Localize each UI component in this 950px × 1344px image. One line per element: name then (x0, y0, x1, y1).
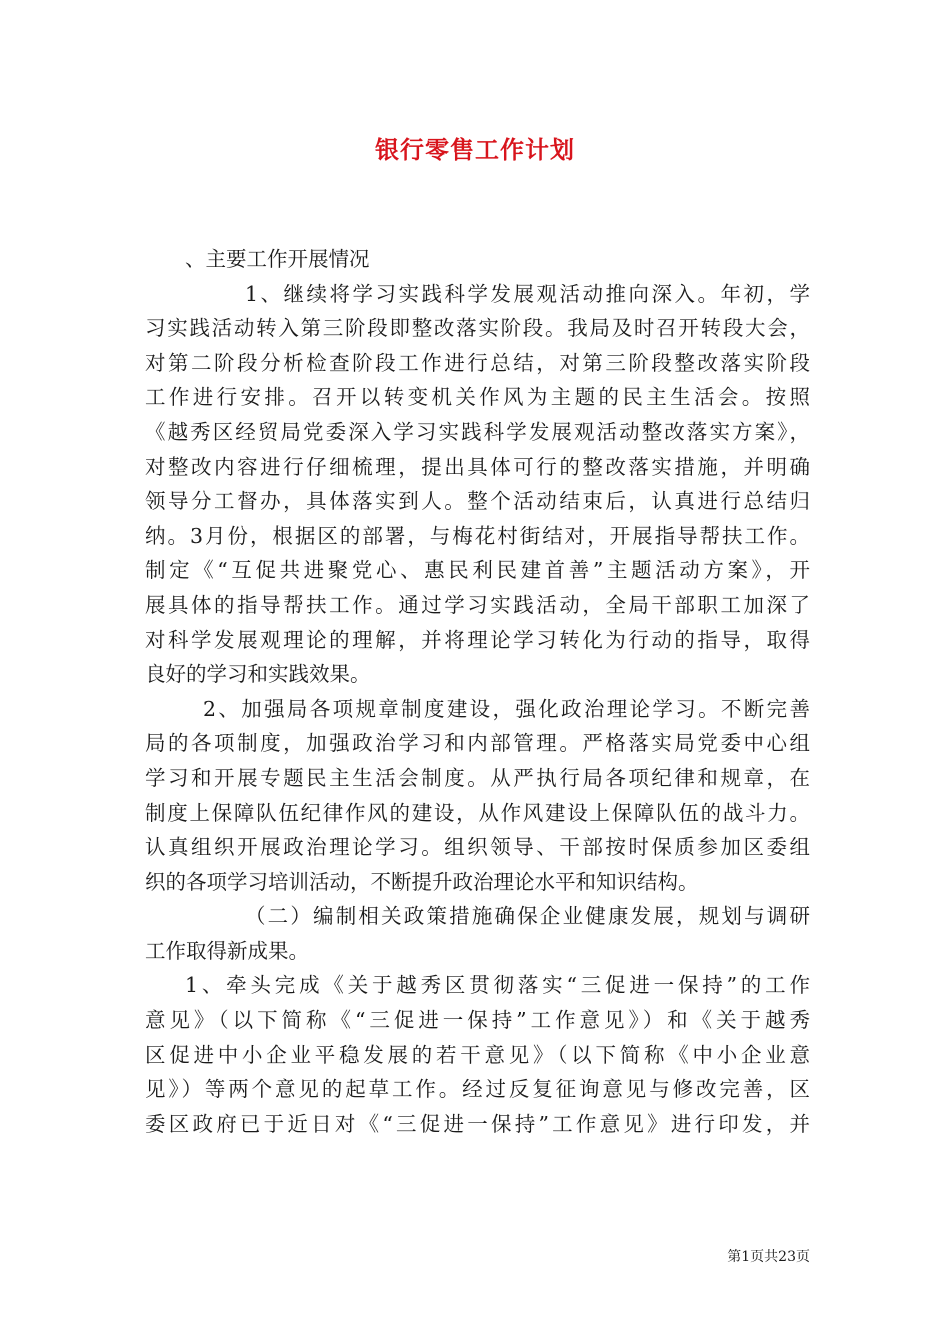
text-line: 认真组织开展政治理论学习。组织领导、干部按时保质参加区委组 (145, 835, 810, 860)
text-line: 制定《“互促共进聚党心、惠民利民建首善”主题活动方案》，开 (145, 558, 810, 583)
text-line: 织的各项学习培训活动，不断提升政治理论水平和知识结构。 (145, 869, 699, 894)
document-title: 银行零售工作计划 (375, 135, 575, 164)
text-line: 1、牵头完成《关于越秀区贯彻落实“三促进一保持”的工作 (185, 973, 810, 998)
text-line: 对第二阶段分析检查阶段工作进行总结，对第三阶段整改落实阶段 (145, 350, 810, 375)
text-line: 见》）等两个意见的起草工作。经过反复征询意见与修改完善，区 (145, 1077, 810, 1102)
text-line: 领导分工督办，具体落实到人。整个活动结束后，认真进行总结归 (145, 489, 810, 514)
text-line: 意见》（以下简称《“三促进一保持”工作意见》）和《关于越秀 (145, 1008, 810, 1033)
text-line: 对整改内容进行仔细梳理，提出具体可行的整改落实措施，并明确 (145, 454, 810, 479)
text-line: 、主要工作开展情况 (185, 247, 370, 271)
text-line: 对科学发展观理论的理解，并将理论学习转化为行动的指导，取得 (145, 627, 810, 652)
text-line: 工作进行安排。召开以转变机关作风为主题的民主生活会。按照 (145, 385, 810, 410)
text-line: 《越秀区经贸局党委深入学习实践科学发展观活动整改落实方案》， (145, 419, 810, 444)
text-line: 2、加强局各项规章制度建设，强化政治理论学习。不断完善 (203, 696, 810, 721)
text-line: 制度上保障队伍纪律作风的建设，从作风建设上保障队伍的战斗力。 (145, 800, 810, 825)
text-line: 学习和开展专题民主生活会制度。从严执行局各项纪律和规章，在 (145, 765, 810, 790)
text-line: 区促进中小企业平稳发展的若干意见》（以下简称《中小企业意 (145, 1042, 810, 1067)
text-line: 展具体的指导帮扶工作。通过学习实践活动，全局干部职工加深了 (145, 592, 810, 617)
text-line: 1、继续将学习实践科学发展观活动推向深入。年初，学 (245, 281, 810, 306)
text-line: （二）编制相关政策措施确保企业健康发展，规划与调研 (245, 904, 810, 929)
page-number: 第1页共23页 (727, 1249, 810, 1265)
text-line: 习实践活动转入第三阶段即整改落实阶段。我局及时召开转段大会， (145, 316, 810, 341)
text-line: 委区政府已于近日对《“三促进一保持”工作意见》进行印发，并 (145, 1111, 810, 1136)
text-line: 局的各项制度，加强政治学习和内部管理。严格落实局党委中心组 (145, 731, 810, 756)
text-line: 工作取得新成果。 (145, 938, 309, 963)
text-line: 良好的学习和实践效果。 (145, 662, 371, 687)
text-line: 纳。3月份，根据区的部署，与梅花村街结对，开展指导帮扶工作。 (145, 523, 810, 548)
document-body (145, 242, 810, 1141)
